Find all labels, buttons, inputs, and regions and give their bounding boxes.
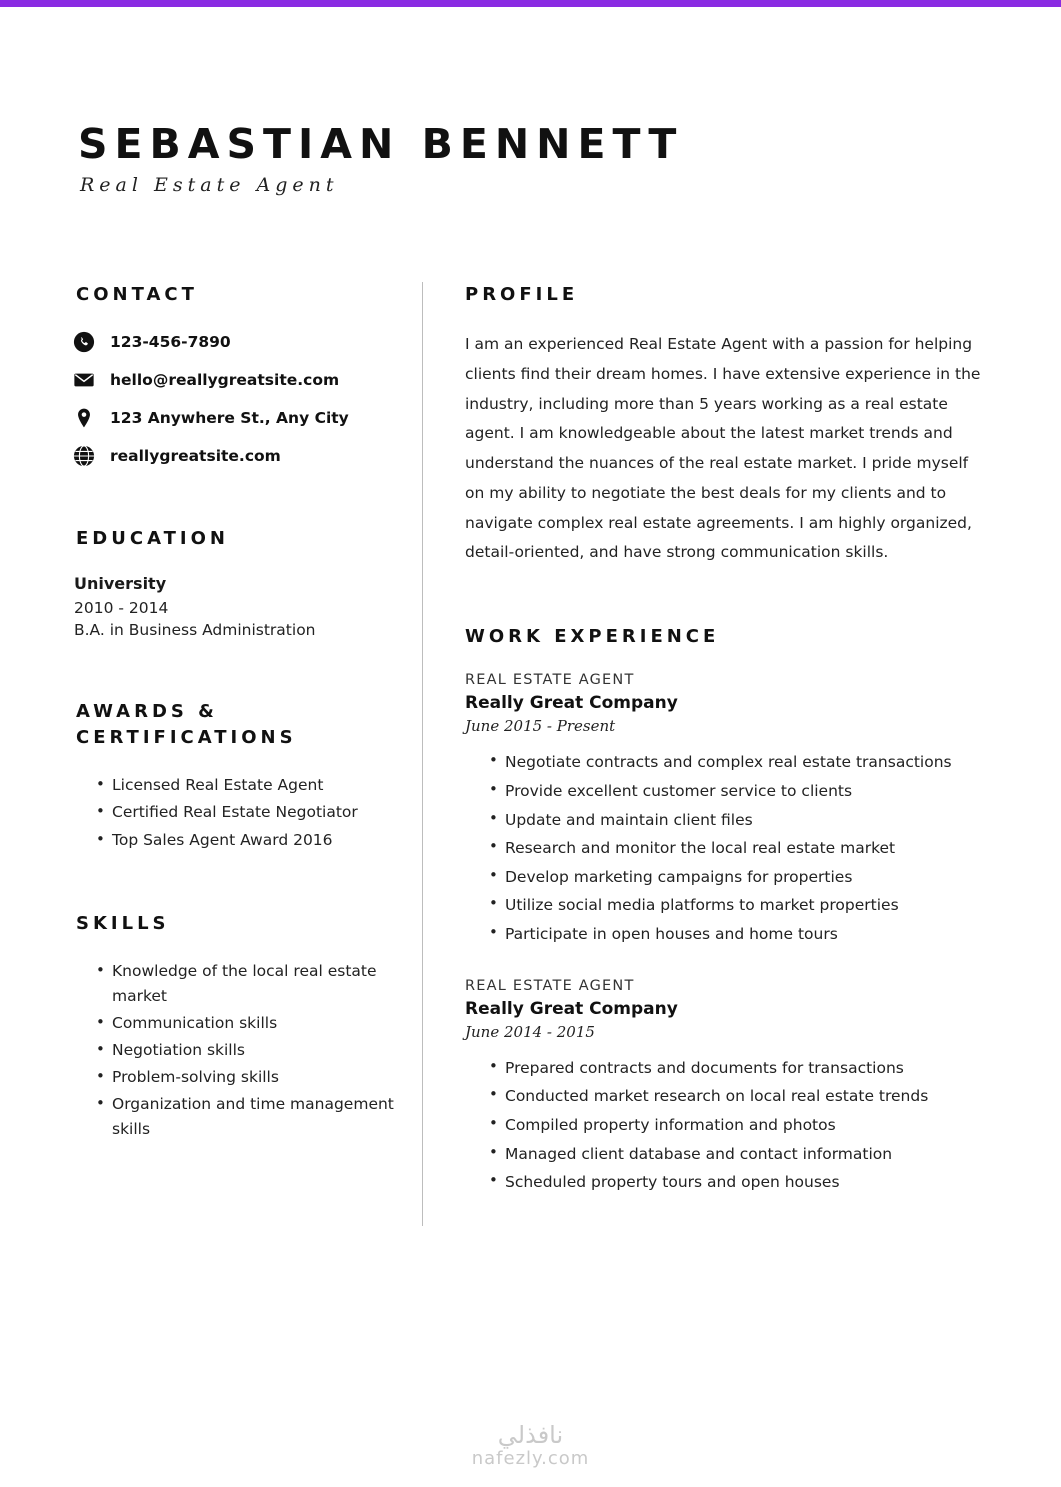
list-item: • Knowledge of the local real estate market bbox=[96, 959, 394, 1009]
contact-list bbox=[72, 330, 394, 468]
list-item: • Certified Real Estate Negotiator bbox=[96, 800, 394, 825]
resume-columns bbox=[72, 282, 989, 1226]
list-item: • Update and maintain client files bbox=[489, 807, 989, 834]
contact-item-phone bbox=[72, 330, 394, 354]
list-item: • Managed client database and contact information bbox=[489, 1141, 989, 1168]
awards-section bbox=[72, 773, 394, 852]
list-item: • Provide excellent customer service to clients bbox=[489, 778, 989, 805]
list-item: • Top Sales Agent Award 2016 bbox=[96, 828, 394, 853]
list-item: • Compiled property information and photos bbox=[489, 1112, 989, 1139]
list-item: • Participate in open houses and home tours bbox=[489, 921, 989, 948]
list-item: • Licensed Real Estate Agent bbox=[96, 773, 394, 798]
list-item: • Negotiation skills bbox=[96, 1038, 394, 1063]
job-company: Really Great Company bbox=[465, 693, 678, 714]
list-item: • Communication skills bbox=[96, 1011, 394, 1036]
list-item: • Scheduled property tours and open houses bbox=[489, 1169, 989, 1196]
education-heading: EDUCATION bbox=[76, 528, 229, 550]
contact-item-website bbox=[72, 444, 394, 468]
list-item: • Develop marketing campaigns for properties bbox=[489, 864, 989, 891]
list-item: • Conducted market research on local real estate trends bbox=[489, 1083, 989, 1110]
list-item: • Prepared contracts and documents for transactions bbox=[489, 1055, 989, 1082]
contact-value-email: hello@reallygreatsite.com bbox=[110, 371, 340, 390]
candidate-job-title: Real Estate Agent bbox=[80, 174, 339, 196]
work-experience-heading: WORK EXPERIENCE bbox=[465, 626, 720, 648]
list-item: • Utilize social media platforms to market properties bbox=[489, 892, 989, 919]
job-role: REAL ESTATE AGENT bbox=[465, 672, 635, 689]
work-entry-2 bbox=[463, 978, 989, 1196]
education-school: University bbox=[74, 574, 167, 594]
profile-text: I am an experienced Real Estate Agent with a passion for helping clients find their dream homes. I have extensive experience in the industry, including more than 5 years working as a real estate agent. I am knowledgeable about the latest market trends and understand the nuances of the real estate market. I pride myself on my ability to negotiate the best deals for my clients and to navigate complex real estate agreements. I am highly organized, detail-oriented, and have strong communication skills. bbox=[465, 335, 981, 562]
contact-item-address bbox=[72, 406, 394, 430]
education-entry bbox=[72, 574, 394, 639]
envelope-icon bbox=[72, 368, 96, 392]
contact-value-website: reallygreatsite.com bbox=[110, 447, 281, 466]
list-item: • Research and monitor the local real estate market bbox=[489, 835, 989, 862]
contact-value-address: 123 Anywhere St., Any City bbox=[110, 409, 349, 428]
job-bullets bbox=[463, 749, 989, 948]
job-dates: June 2014 - 2015 bbox=[465, 1022, 595, 1041]
phone-icon bbox=[72, 330, 96, 354]
contact-heading: CONTACT bbox=[76, 284, 198, 305]
work-entry-1 bbox=[463, 672, 989, 948]
list-item: • Problem-solving skills bbox=[96, 1065, 394, 1090]
column-divider bbox=[422, 282, 423, 1226]
skills-section bbox=[72, 959, 394, 1143]
awards-list bbox=[72, 773, 394, 852]
left-column bbox=[72, 282, 422, 1226]
contact-value-phone: 123-456-7890 bbox=[110, 333, 231, 352]
contact-item-email bbox=[72, 368, 394, 392]
profile-heading: PROFILE bbox=[465, 284, 579, 305]
right-column bbox=[463, 282, 989, 1226]
job-company: Really Great Company bbox=[465, 998, 678, 1019]
list-item: • Organization and time management skills bbox=[96, 1092, 394, 1142]
education-years: 2010 - 2014 bbox=[74, 599, 169, 618]
job-dates: June 2015 - Present bbox=[465, 717, 616, 736]
job-bullets bbox=[463, 1055, 989, 1196]
skills-heading: SKILLS bbox=[76, 912, 170, 934]
list-item: • Negotiate contracts and complex real estate transactions bbox=[489, 749, 989, 776]
location-pin-icon bbox=[72, 406, 96, 430]
education-degree: B.A. in Business Administration bbox=[74, 621, 316, 640]
skills-list bbox=[72, 959, 394, 1143]
candidate-name: SEBASTIAN BENNETT bbox=[78, 120, 684, 168]
globe-icon bbox=[72, 444, 96, 468]
watermark-latin: nafezly.com bbox=[471, 1448, 590, 1469]
job-role: REAL ESTATE AGENT bbox=[465, 977, 635, 994]
awards-heading: AWARDS & CERTIFICATIONS bbox=[76, 701, 297, 749]
watermark-arabic: نافذلي bbox=[497, 1420, 564, 1449]
